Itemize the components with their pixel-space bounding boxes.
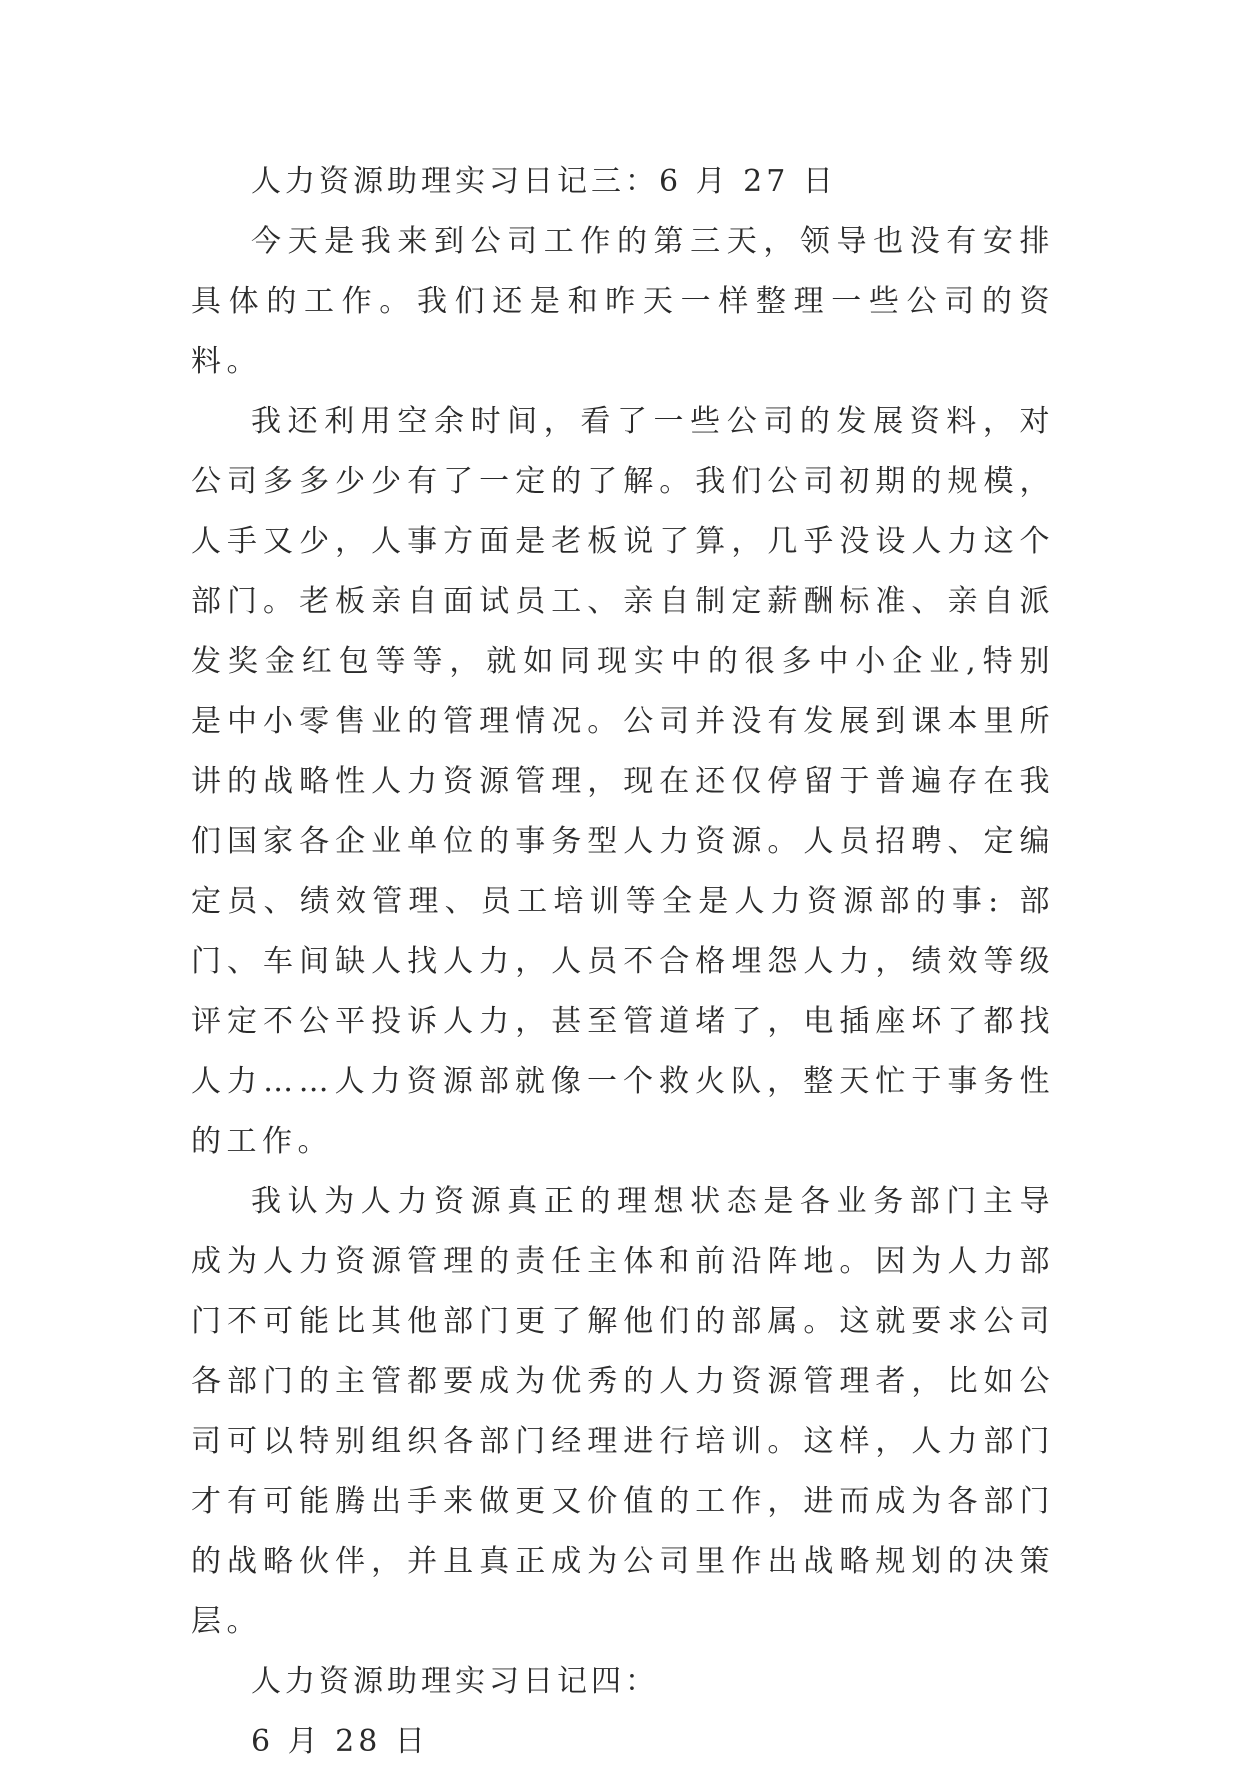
diary-heading-day-four: 人力资源助理实习日记四： (251, 1664, 659, 1699)
paragraph-hr-ideal-state: 我认为人力资源真正的理想状态是各业务部门主导成为人力资源管理的责任主体和前沿阵地。因为人力部门不可能比其他部门更了解他们的部属。这就要求公司各部门的主管都要成为优秀的人力资源管理者，比如公司可以特别组织各部门经理进行培训。这样，人力部门才有可能腾出手来做更又价值的工作，进而成为各部门的战略伙伴，并且真正成为公司里作出战略规划的决策层。 (191, 1184, 1055, 1639)
diary-date-day-four: 6 月 28 日 (251, 1724, 429, 1759)
document-body (191, 152, 1055, 1772)
diary-heading-day-three: 人力资源助理实习日记三：6 月 27 日 (251, 164, 837, 199)
paragraph-first-day-summary: 今天是我来到公司工作的第三天，领导也没有安排具体的工作。我们还是和昨天一样整理一些公司的资料。 (191, 224, 1055, 379)
paragraph-company-understanding: 我还利用空余时间，看了一些公司的发展资料，对公司多多少少有了一定的了解。我们公司初期的规模，人手又少，人事方面是老板说了算，几乎没设人力这个部门。老板亲自面试员工、亲自制定薪酬标准、亲自派发奖金红包等等，就如同现实中的很多中小企业,特别是中小零售业的管理情况。公司并没有发展到课本里所讲的战略性人力资源管理，现在还仅停留于普遍存在我们国家各企业单位的事务型人力资源。人员招聘、定编定员、绩效管理、员工培训等全是人力资源部的事: 部门、车间缺人找人力，人员不合格埋怨人力，绩效等级评定不公平投诉人力，甚至管道堵了，电插座坏了都找人力……人力资源部就像一个救火队，整天忙于事务性的工作。 (191, 404, 1055, 1159)
